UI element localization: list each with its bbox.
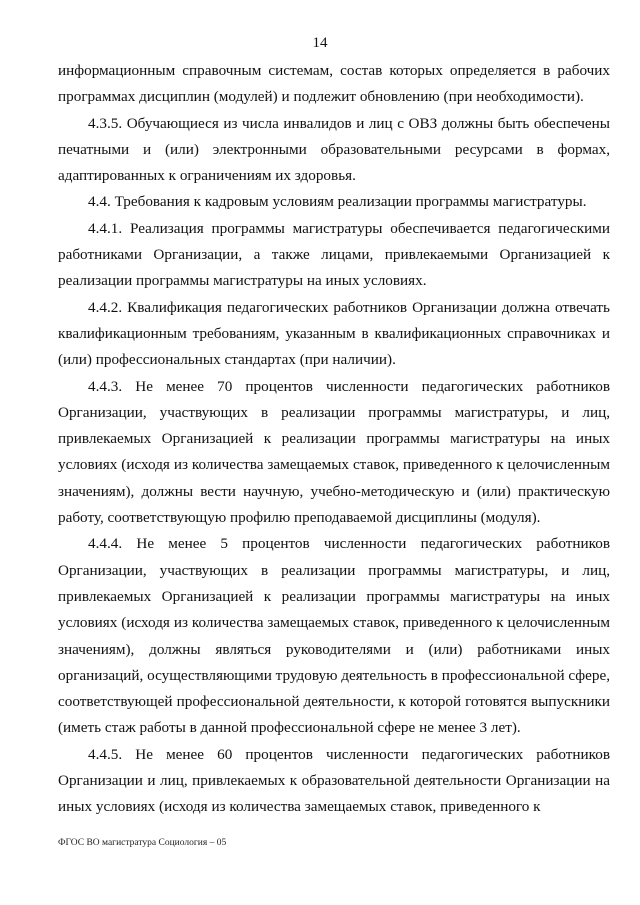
paragraph-continuation: информационным справочным системам, состав которых определяется в рабочих программах дисциплин (модулей) и подлежит обновлению (при необходимости).	[58, 62, 610, 106]
footer-document-code: ФГОС ВО магистратура Социология – 05	[58, 838, 227, 848]
paragraph-4-4-2: 4.4.2. Квалификация педагогических работников Организации должна отвечать квалификационным требованиям, указанным в квалификационных справочниках и (или) профессиональных стандартах (при наличии).	[58, 298, 610, 369]
paragraph-4-4-3: 4.4.3. Не менее 70 процентов численности педагогических работников Организации, участвующих в реализации программы магистратуры, и лиц, привлекаемых Организацией к реализации программы магистратуры на иных условиях (исходя из количества замещаемых ставок, приведенного к целочисленным значениям), должны вести научную, учебно-методическую и (или) практическую работу, соответствующую профилю преподаваемой дисциплины (модуля).	[58, 377, 610, 527]
paragraph-4-4-1: 4.4.1. Реализация программы магистратуры обеспечивается педагогическими работниками Организации, а также лицами, привлекаемыми Организацией к реализации программы магистратуры на иных условиях.	[58, 219, 610, 290]
body-text	[58, 58, 610, 821]
page-number: 14	[312, 35, 328, 51]
paragraph-4-4: 4.4. Требования к кадровым условиям реализации программы магистратуры.	[88, 193, 587, 211]
paragraph-4-4-4: 4.4.4. Не менее 5 процентов численности педагогических работников Организации, участвующих в реализации программы магистратуры, и лиц, привлекаемых Организацией к реализации программы магистратуры на иных условиях (исходя из количества замещаемых ставок, приведенного к целочисленным значениям), должны являться руководителями и (или) работниками иных организаций, осуществляющими трудовую деятельность в профессиональной сфере, соответствующей профессиональной деятельности, к которой готовятся выпускники (иметь стаж работы в данной профессиональной сфере не менее 3 лет).	[58, 535, 611, 737]
paragraph-4-4-5: 4.4.5. Не менее 60 процентов численности педагогических работников Организации и лиц, привлекаемых к образовательной деятельности Организации на иных условиях (исходя из количества замещаемых ставок, приведенного к	[58, 745, 610, 816]
paragraph-4-3-5: 4.3.5. Обучающиеся из числа инвалидов и лиц с ОВЗ должны быть обеспечены печатными и (или) электронными образовательными ресурсами в формах, адаптированных к ограничениям их здоровья.	[58, 114, 610, 185]
